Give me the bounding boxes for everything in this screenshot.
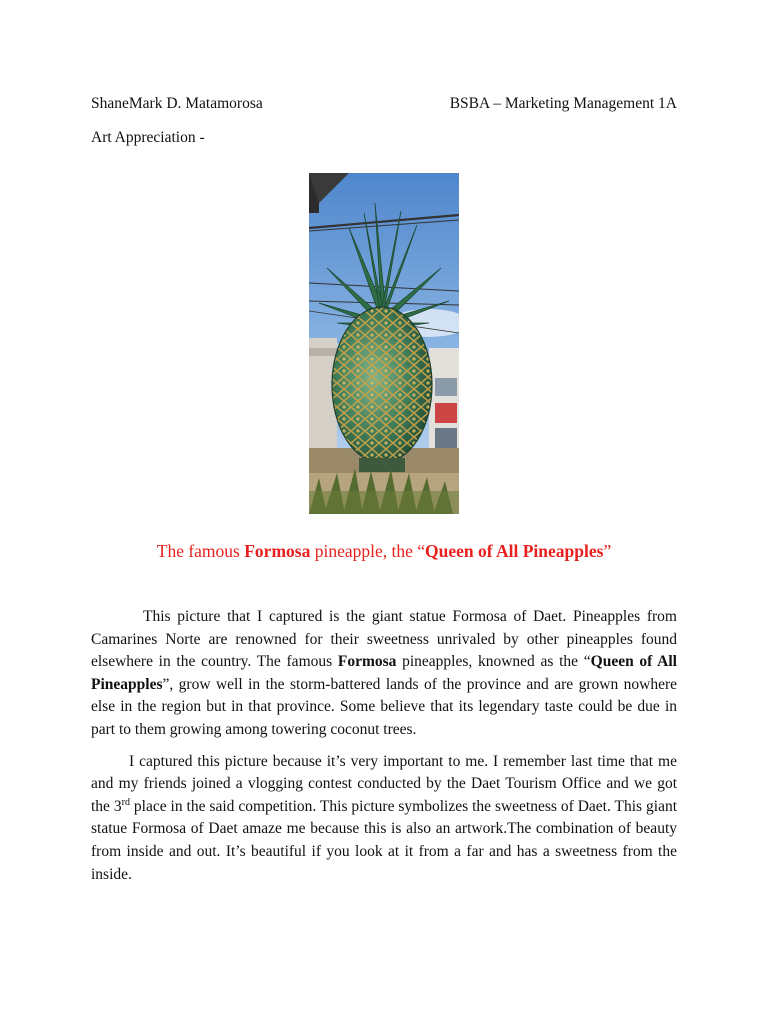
p1-queen: Queen of All Pineapples	[91, 653, 677, 693]
p2-text-a: I captured this picture because it’s very important to me. I remember last time that me and my friends joined a vlogging contest conducted by the Daet Tourism Office and we got the 3	[91, 752, 677, 815]
p1-text-b: pineapples, knowned as the “	[396, 653, 591, 671]
essay-body	[91, 606, 677, 886]
p2-text-b: place in the said competition. This picture symbolizes the sweetness of Daet. This giant statue Formosa of Daet amaze me because this is also an artwork.The combination of beauty from inside and out. It’s beautiful if you look at it from a far and has a sweetness from the inside.	[91, 797, 677, 883]
paragraph-2	[91, 751, 677, 887]
p2-ordinal: rd	[121, 796, 130, 808]
caption-prefix: The famous	[156, 541, 245, 561]
subject-line: Art Appreciation -	[91, 129, 205, 146]
p1-formosa: Formosa	[337, 653, 397, 671]
p1-text-c: ”, grow well in the storm-battered lands of the province and are grown nowhere else in the region but in that province. Some believe that its legendary taste could be due in part to them growing among towering coconut trees.	[91, 675, 677, 738]
pineapple-statue-photo	[309, 173, 459, 514]
caption-suffix: ”	[603, 541, 612, 561]
photo-caption	[0, 539, 768, 563]
caption-formosa: Formosa	[244, 541, 311, 561]
author-name: ShaneMark D. Matamorosa	[91, 95, 263, 112]
p1-text-a: This picture that I captured is the giant statue Formosa of Daet. Pineapples from Camarines Norte are renowned for their sweetness unrivaled by other pineapples found elsewhere in the country. The famous	[91, 608, 677, 671]
caption-middle: pineapple, the “	[310, 541, 426, 561]
course-name: BSBA – Marketing Management 1A	[449, 95, 677, 112]
paragraph-1	[91, 606, 677, 742]
caption-queen: Queen of All Pineapples	[425, 541, 604, 561]
